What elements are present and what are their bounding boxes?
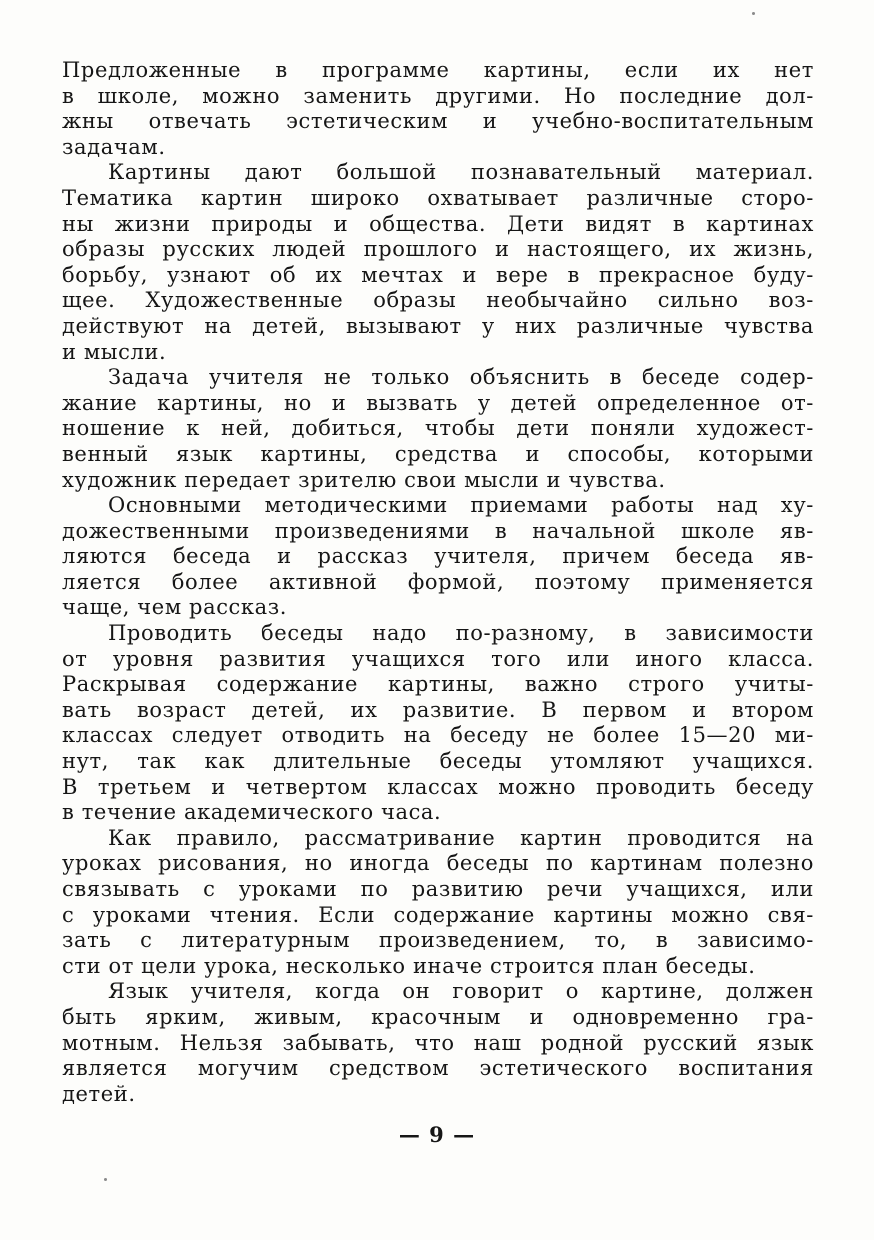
body-text [62, 58, 814, 1107]
text-line: Язык учителя, когда он говорит о картине, должен [108, 979, 814, 1004]
text-line: венный язык картины, средства и способы, которыми [62, 441, 814, 466]
text-line: действуют на детей, вызывают у них различные чувства [62, 313, 814, 338]
paragraph-3 [62, 365, 814, 493]
text-line: Как правило, рассматривание картин проводится на [108, 825, 814, 850]
text-line: ношение к ней, добиться, чтобы дети поняли художест- [62, 416, 814, 441]
text-line: ны жизни природы и общества. Дети видят в картинах [62, 211, 814, 236]
text-line: художник передает зрителю свои мысли и чувства. [62, 467, 666, 492]
text-line: В третьем и четвертом классах можно проводить беседу [62, 774, 814, 799]
print-speck [104, 1178, 107, 1181]
paragraph-7 [62, 979, 814, 1107]
text-line: является могучим средством эстетического воспитания [62, 1056, 814, 1081]
text-line: зать с литературным произведением, то, в зависимо- [62, 928, 814, 953]
text-line: быть ярким, живым, красочным и одновременно гра- [62, 1004, 814, 1029]
text-line: вать возраст детей, их развитие. В первом и втором [62, 697, 814, 722]
paragraph-4 [62, 493, 814, 621]
text-line: Картины дают большой познавательный материал. [108, 160, 814, 185]
text-line: образы русских людей прошлого и настоящего, их жизнь, [62, 237, 814, 262]
text-line: ляются беседа и рассказ учителя, причем беседа яв- [62, 544, 814, 569]
text-line: борьбу, узнают об их мечтах и вере в прекрасное буду- [62, 262, 814, 287]
text-line: Задача учителя не только объяснить в беседе содер- [108, 365, 814, 390]
paragraph-1 [62, 58, 814, 160]
text-line: классах следует отводить на беседу не более 15—20 ми- [62, 723, 814, 748]
print-speck [752, 12, 755, 15]
text-line: жны отвечать эстетическим и учебно-воспитательным [62, 109, 814, 134]
text-line: Проводить беседы надо по-разному, в зависимости [108, 621, 814, 646]
paragraph-5 [62, 621, 814, 826]
text-line: Раскрывая содержание картины, важно строго учиты- [62, 672, 814, 697]
text-line: в течение академического часа. [62, 800, 442, 825]
paragraph-2 [62, 160, 814, 365]
text-line: с уроками чтения. Если содержание картины можно свя- [62, 902, 814, 927]
text-line: дожественными произведениями в начальной школе яв- [62, 518, 814, 543]
text-line: задачам. [62, 134, 166, 159]
text-line: связывать с уроками по развитию речи учащихся, или [62, 877, 814, 901]
text-line: детей. [62, 1081, 136, 1106]
text-line: Предложенные в программе картины, если их нет [62, 58, 814, 82]
page-number: — 9 — [398, 1122, 476, 1147]
text-line: ляется более активной формой, поэтому применяется [62, 569, 814, 594]
text-line: в школе, можно заменить другими. Но последние дол- [62, 83, 814, 108]
text-line: чаще, чем рассказ. [62, 595, 288, 620]
text-line: уроках рисования, но иногда беседы по картинам полезно [62, 851, 814, 876]
text-line: Тематика картин широко охватывает различные сторо- [62, 185, 814, 210]
text-line: Основными методическими приемами работы над ху- [108, 493, 814, 518]
text-line: сти от цели урока, несколько иначе строится план беседы. [62, 953, 756, 978]
text-line: и мысли. [62, 339, 167, 364]
text-line: нут, так как длительные беседы утомляют учащихся. [62, 749, 814, 774]
text-line: жание картины, но и вызвать у детей определенное от- [62, 390, 814, 415]
text-line: от уровня развития учащихся того или иного класса. [62, 646, 814, 671]
paragraph-6 [62, 826, 814, 980]
text-line: мотным. Нельзя забывать, что наш родной русский язык [62, 1030, 814, 1055]
text-line: щее. Художественные образы необычайно сильно воз- [62, 288, 814, 313]
